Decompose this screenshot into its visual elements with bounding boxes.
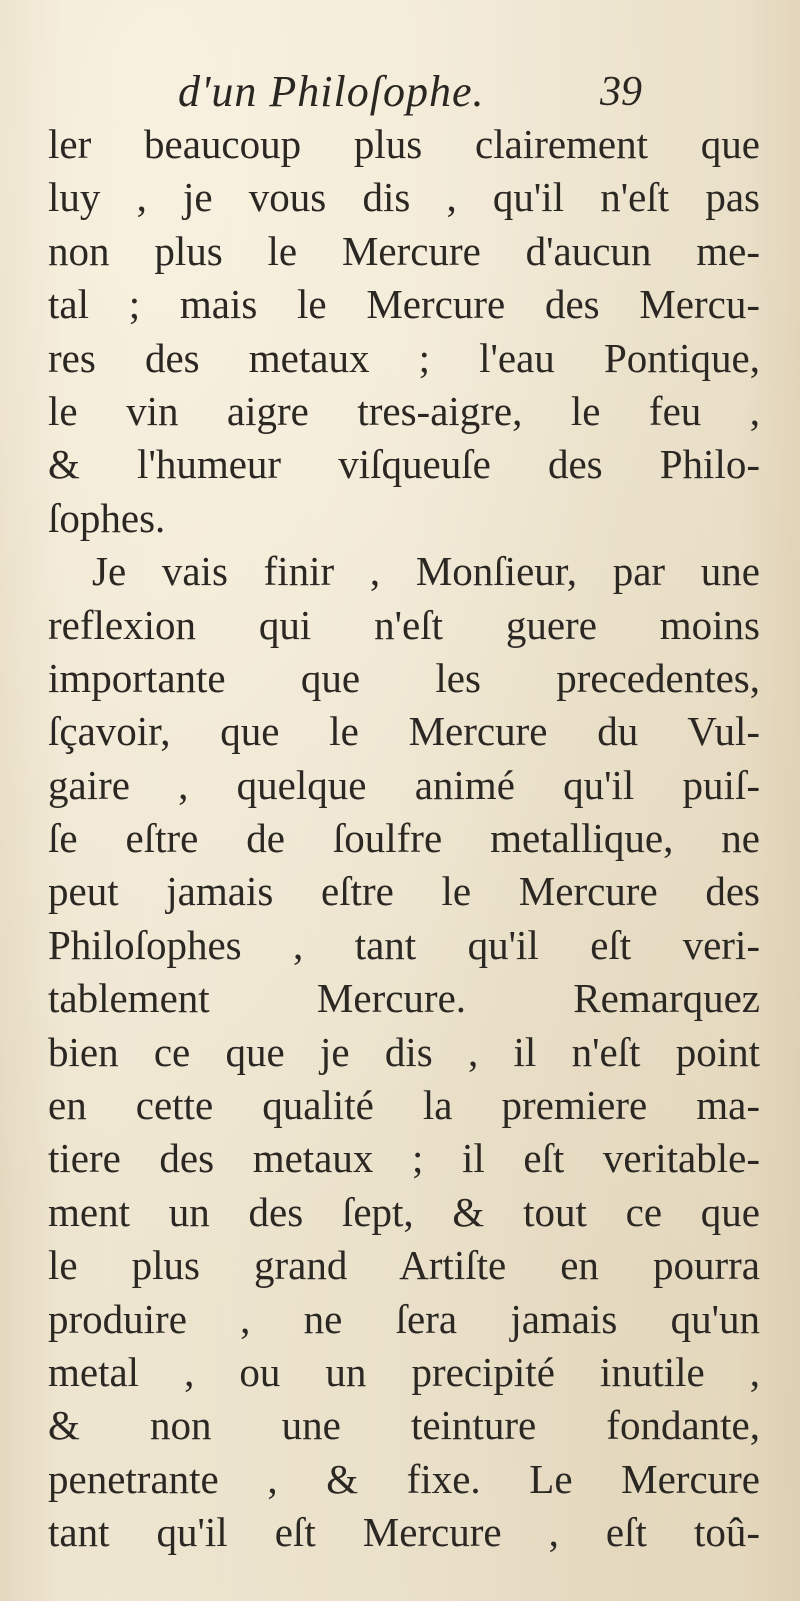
text-line: metal , ou un precipité inutile , xyxy=(48,1348,760,1395)
text-line: ment un des ſept, & tout ce que xyxy=(48,1188,760,1235)
text-line: reflexion qui n'eſt guere moins xyxy=(48,601,760,648)
text-line: en cette qualité la premiere ma- xyxy=(48,1082,760,1129)
text-line: res des metaux ; l'eau Pontique, xyxy=(48,334,760,381)
text-line: le plus grand Artiſte en pourra xyxy=(48,1242,760,1289)
text-line: tal ; mais le Mercure des Mercu- xyxy=(48,281,760,328)
text-line: produire , ne ſera jamais qu'un xyxy=(48,1295,760,1342)
paragraph-1 xyxy=(48,118,760,545)
page-number: 39 xyxy=(600,69,642,115)
text-line: & non une teinture fondante, xyxy=(48,1402,760,1449)
text-line: importante que les precedentes, xyxy=(48,654,760,701)
text-line: gaire , quelque animé qu'il puiſ- xyxy=(48,761,760,808)
text-line: Philoſophes , tant qu'il eſt veri- xyxy=(48,921,760,968)
body-text xyxy=(48,118,760,1560)
text-line: tablement Mercure. Remarquez xyxy=(48,975,760,1022)
paragraph-2 xyxy=(48,545,760,1559)
text-line: ſçavoir, que le Mercure du Vul- xyxy=(48,708,760,755)
running-head xyxy=(0,66,800,126)
running-head-title: d'un Philoſophe. xyxy=(178,67,485,116)
text-line: & l'humeur viſqueuſe des Philo- xyxy=(48,441,760,488)
text-line: tant qu'il eſt Mercure , eſt toû- xyxy=(48,1509,760,1556)
text-line: Je vais finir , Monſieur, par une xyxy=(92,548,760,595)
text-line: ſe eſtre de ſoulfre metallique, ne xyxy=(48,815,760,862)
text-line: penetrante , & fixe. Le Mercure xyxy=(48,1455,760,1502)
text-line: bien ce que je dis , il n'eſt point xyxy=(48,1028,760,1075)
text-line: ſophes. xyxy=(48,494,166,541)
text-line: tiere des metaux ; il eſt veritable- xyxy=(48,1135,760,1182)
text-line: non plus le Mercure d'aucun me- xyxy=(48,227,760,274)
text-line: le vin aigre tres-aigre, le feu , xyxy=(48,387,760,434)
text-line: peut jamais eſtre le Mercure des xyxy=(48,868,760,915)
text-line: ler beaucoup plus clairement que xyxy=(48,121,760,167)
text-line: luy , je vous dis , qu'il n'eſt pas xyxy=(48,174,760,221)
